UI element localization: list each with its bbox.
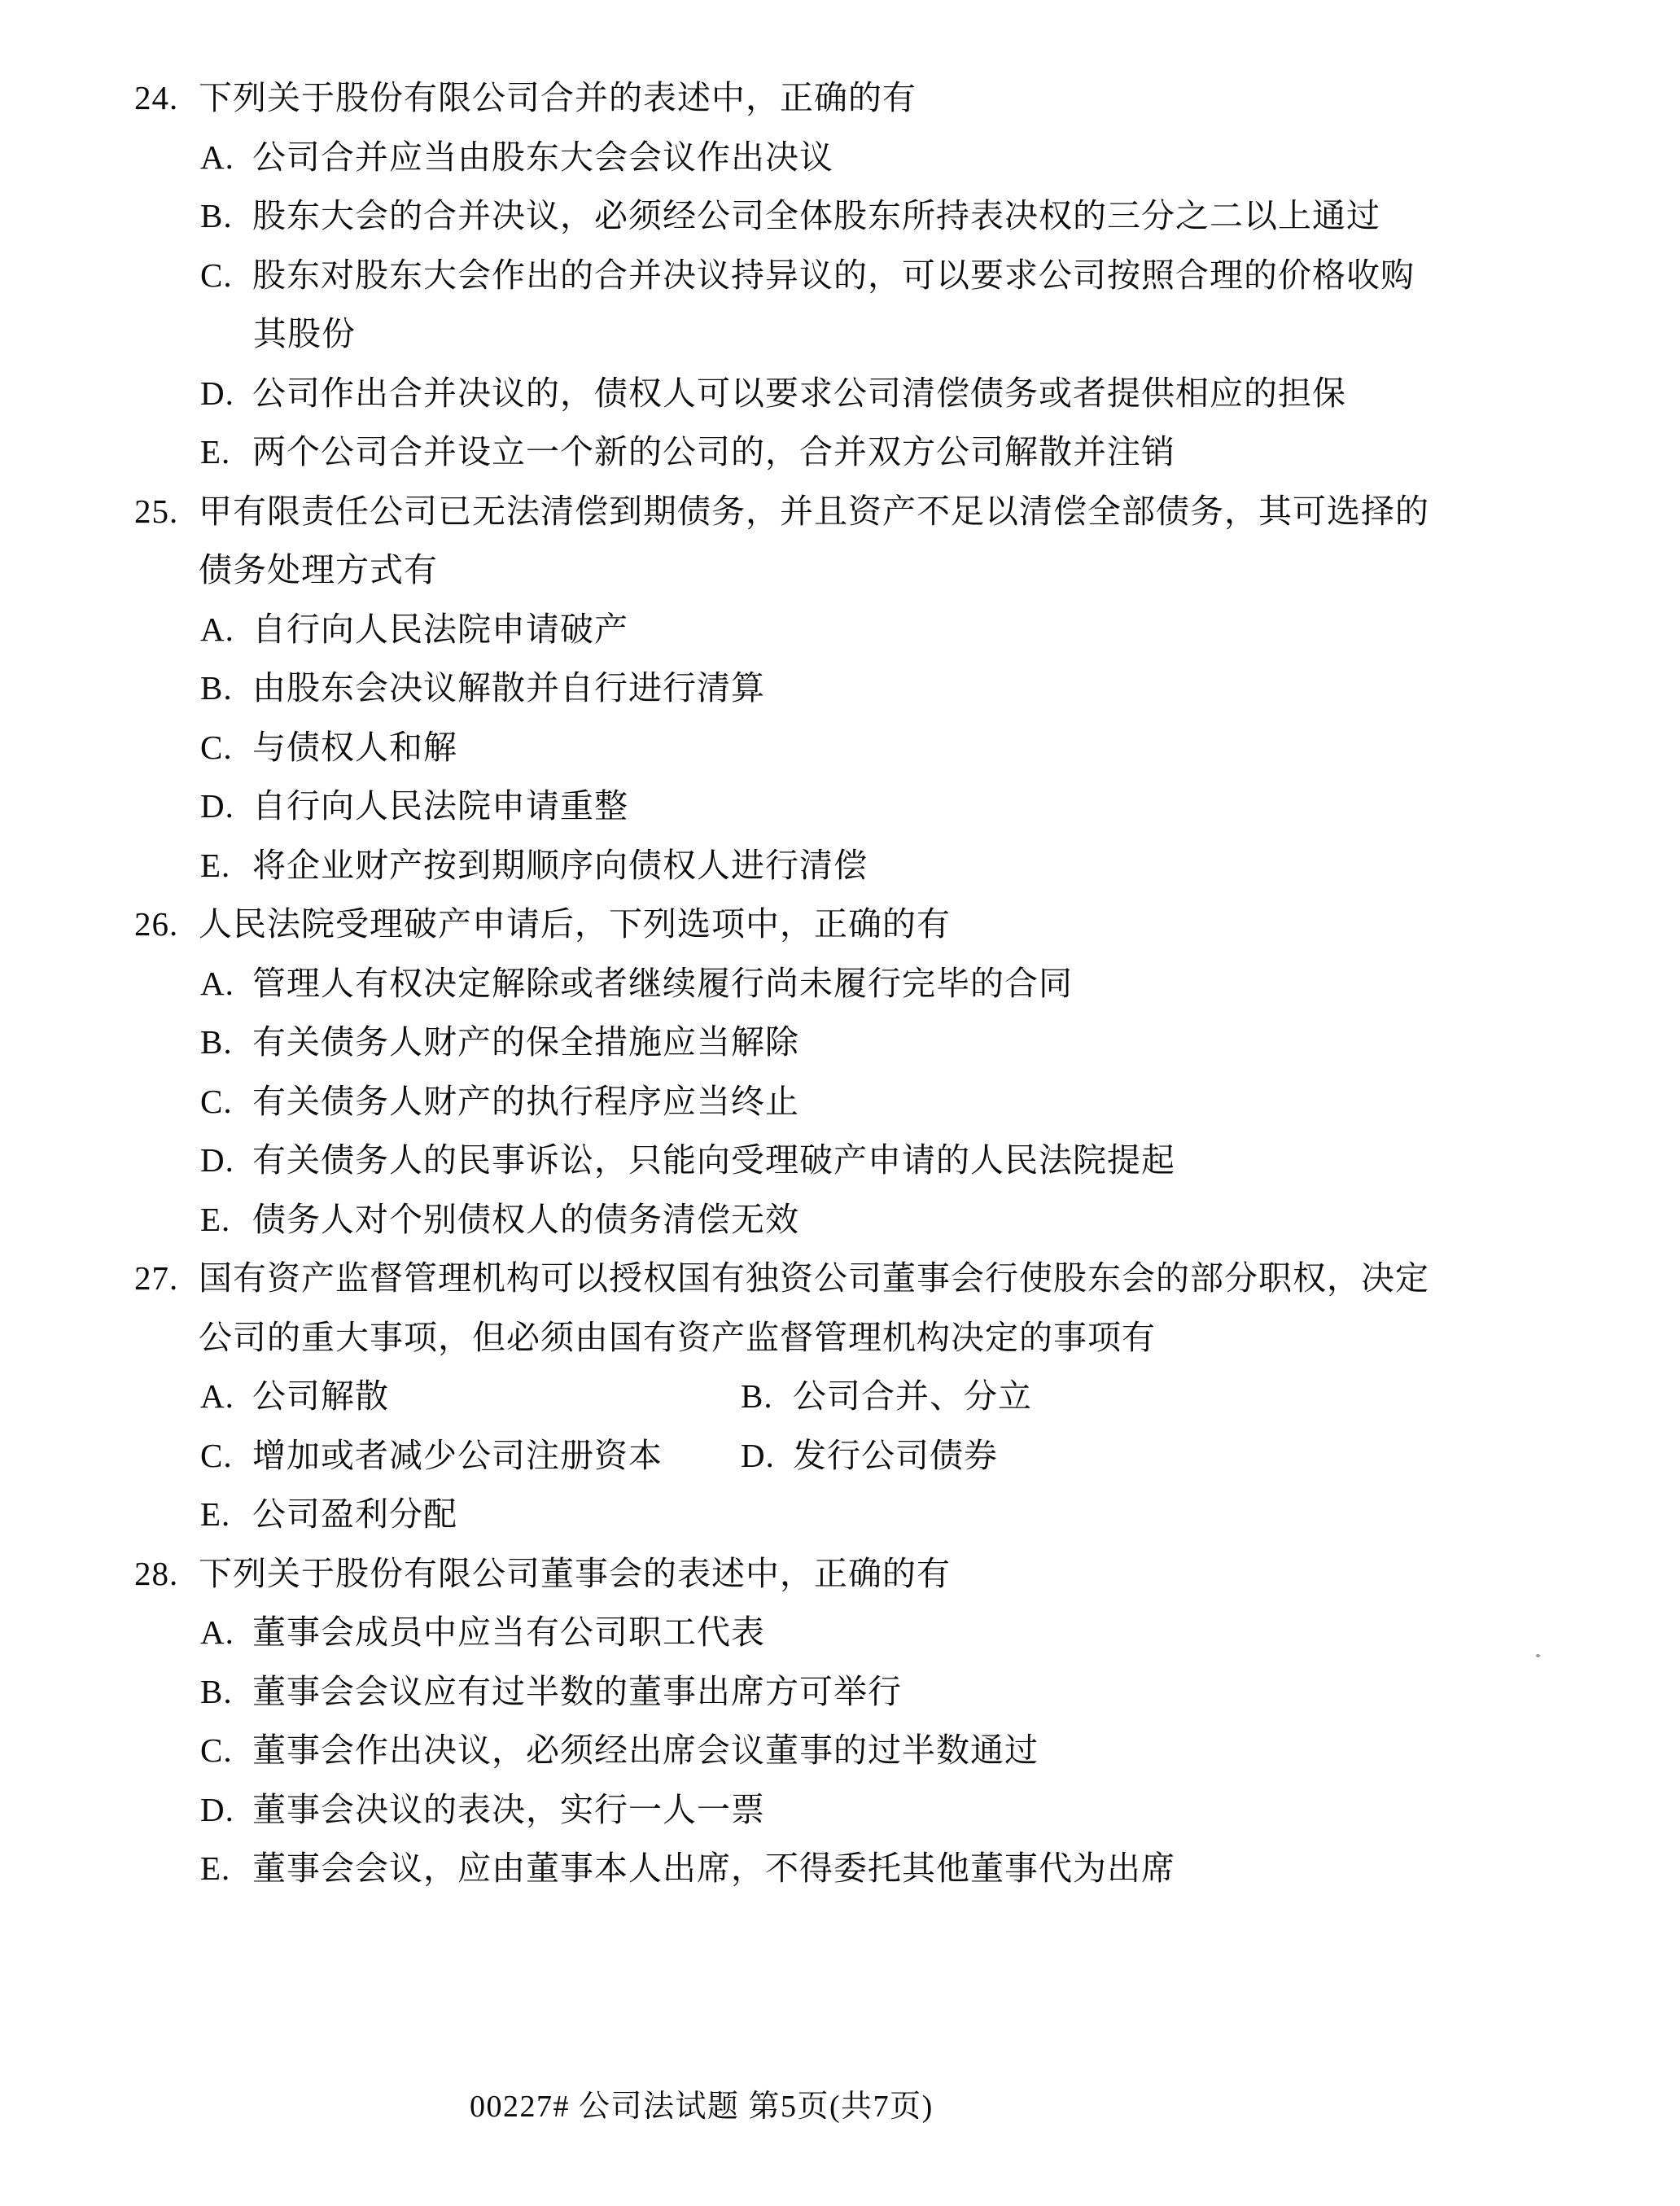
question-27-option-e	[134, 1496, 1599, 1556]
option-text: 由股东会决议解散并自行进行清算	[252, 669, 765, 707]
question-25-option-e	[134, 847, 1599, 907]
option-text: 公司合并、分立	[793, 1377, 1032, 1415]
question-27-stem	[134, 1260, 1599, 1320]
question-26-option-b	[134, 1024, 1599, 1083]
question-24-option-b	[134, 198, 1599, 257]
option-text: 两个公司合并设立一个新的公司的，合并双方公司解散并注销	[252, 433, 1175, 471]
question-27-option-b	[741, 1378, 1032, 1416]
option-text: 自行向人民法院申请破产	[252, 610, 628, 648]
question-27-option-c	[200, 1437, 663, 1474]
option-text-continued: 其股份	[253, 315, 356, 352]
question-26-option-a	[134, 965, 1599, 1025]
question-27-options-cd	[134, 1438, 1599, 1497]
option-label: B.	[200, 669, 233, 707]
option-text: 有关债务人的民事诉讼，只能向受理破产申请的人民法院提起	[252, 1141, 1175, 1179]
question-24-option-c	[134, 257, 1599, 317]
question-25-option-a	[134, 611, 1599, 671]
option-label: A.	[200, 1377, 234, 1415]
question-26-option-d	[134, 1142, 1599, 1201]
option-text: 管理人有权决定解除或者继续履行尚未履行完毕的合同	[252, 964, 1073, 1002]
option-label: B.	[741, 1377, 773, 1415]
option-text: 董事会作出决议，必须经出席会议董事的过半数通过	[252, 1731, 1039, 1769]
option-label: D.	[200, 1790, 234, 1828]
question-28-stem	[134, 1556, 1599, 1615]
question-26-number: 26.	[134, 905, 179, 943]
option-label: A.	[200, 138, 234, 176]
question-27-number: 27.	[134, 1259, 179, 1297]
option-text: 公司合并应当由股东大会会议作出决议	[252, 138, 833, 176]
question-25-stem-continued	[134, 552, 1599, 611]
question-28-option-e	[134, 1850, 1599, 1910]
option-text: 公司盈利分配	[252, 1495, 457, 1533]
option-text: 股东大会的合并决议，必须经公司全体股东所持表决权的三分之二以上通过	[252, 197, 1380, 234]
question-25-option-b	[134, 670, 1599, 729]
option-text: 董事会决议的表决，实行一人一票	[252, 1790, 765, 1828]
option-text: 将企业财产按到期顺序向债权人进行清偿	[252, 846, 868, 884]
question-27-text-continued: 公司的重大事项，但必须由国有资产监督管理机构决定的事项有	[199, 1318, 1156, 1356]
option-label: C.	[200, 1731, 233, 1769]
option-text: 增加或者减少公司注册资本	[252, 1436, 663, 1474]
option-text: 自行向人民法院申请重整	[252, 787, 628, 825]
option-text: 债务人对个别债权人的债务清偿无效	[252, 1200, 799, 1238]
option-label: D.	[200, 374, 234, 412]
question-28-option-a	[134, 1614, 1599, 1674]
question-25-number: 25.	[134, 492, 179, 530]
question-24-option-c-continued	[134, 316, 1599, 375]
question-28-text: 下列关于股份有限公司董事会的表述中，正确的有	[199, 1554, 951, 1592]
question-27-stem-continued	[134, 1320, 1599, 1379]
option-label: E.	[200, 433, 231, 471]
question-26-text: 人民法院受理破产申请后，下列选项中，正确的有	[199, 905, 951, 943]
option-text: 发行公司债券	[793, 1436, 998, 1474]
question-28-option-b	[134, 1674, 1599, 1733]
option-label: A.	[200, 1613, 234, 1651]
option-text: 公司作出合并决议的，债权人可以要求公司清偿债务或者提供相应的担保	[252, 374, 1346, 412]
option-label: A.	[200, 610, 234, 648]
question-27-text: 国有资产监督管理机构可以授权国有独资公司董事会行使股东会的部分职权，决定	[199, 1259, 1429, 1297]
option-text: 董事会会议应有过半数的董事出席方可举行	[252, 1672, 902, 1710]
option-label: D.	[741, 1436, 775, 1474]
option-text: 公司解散	[252, 1377, 389, 1415]
option-label: D.	[200, 787, 234, 825]
question-25-text-continued: 债务处理方式有	[199, 551, 438, 589]
option-label: C.	[200, 1436, 233, 1474]
option-label: E.	[200, 1495, 231, 1533]
question-24-text: 下列关于股份有限公司合并的表述中，正确的有	[199, 79, 917, 116]
scan-speck	[1536, 1654, 1540, 1657]
question-25-option-d	[134, 788, 1599, 847]
option-text: 与债权人和解	[252, 728, 457, 766]
question-25-text: 甲有限责任公司已无法清偿到期债务，并且资产不足以清偿全部债务，其可选择的	[199, 492, 1429, 530]
option-label: E.	[200, 1849, 231, 1887]
option-label: E.	[200, 1200, 231, 1238]
question-24-option-e	[134, 434, 1599, 493]
question-24-number: 24.	[134, 79, 179, 116]
question-26-option-e	[134, 1201, 1599, 1261]
option-label: C.	[200, 728, 233, 766]
question-25-option-c	[134, 729, 1599, 789]
exam-content	[134, 80, 1599, 1910]
option-label: C.	[200, 1082, 233, 1120]
question-24-option-d	[134, 375, 1599, 435]
question-26-stem	[134, 906, 1599, 965]
option-label: B.	[200, 1672, 233, 1710]
question-26-option-c	[134, 1083, 1599, 1143]
option-text: 有关债务人财产的保全措施应当解除	[252, 1023, 799, 1061]
option-text: 董事会成员中应当有公司职工代表	[252, 1613, 765, 1651]
option-label: D.	[200, 1141, 234, 1179]
question-27-options-ab	[134, 1378, 1599, 1438]
question-24-stem	[134, 80, 1599, 139]
option-label: A.	[200, 964, 234, 1002]
question-28-option-d	[134, 1792, 1599, 1851]
page-footer: 00227# 公司法试题 第5页(共7页)	[470, 2090, 934, 2124]
question-24-option-a	[134, 139, 1599, 199]
option-text: 董事会会议，应由董事本人出席，不得委托其他董事代为出席	[252, 1849, 1175, 1887]
question-28-option-c	[134, 1732, 1599, 1792]
question-27-option-d	[741, 1438, 998, 1475]
option-label: C.	[200, 256, 233, 294]
question-25-stem	[134, 493, 1599, 553]
option-label: B.	[200, 1023, 233, 1061]
option-text: 有关债务人财产的执行程序应当终止	[252, 1082, 799, 1120]
option-label: E.	[200, 846, 231, 884]
question-27-option-a	[200, 1377, 389, 1415]
option-label: B.	[200, 197, 233, 234]
question-28-number: 28.	[134, 1554, 179, 1592]
option-text: 股东对股东大会作出的合并决议持异议的，可以要求公司按照合理的价格收购	[252, 256, 1415, 294]
